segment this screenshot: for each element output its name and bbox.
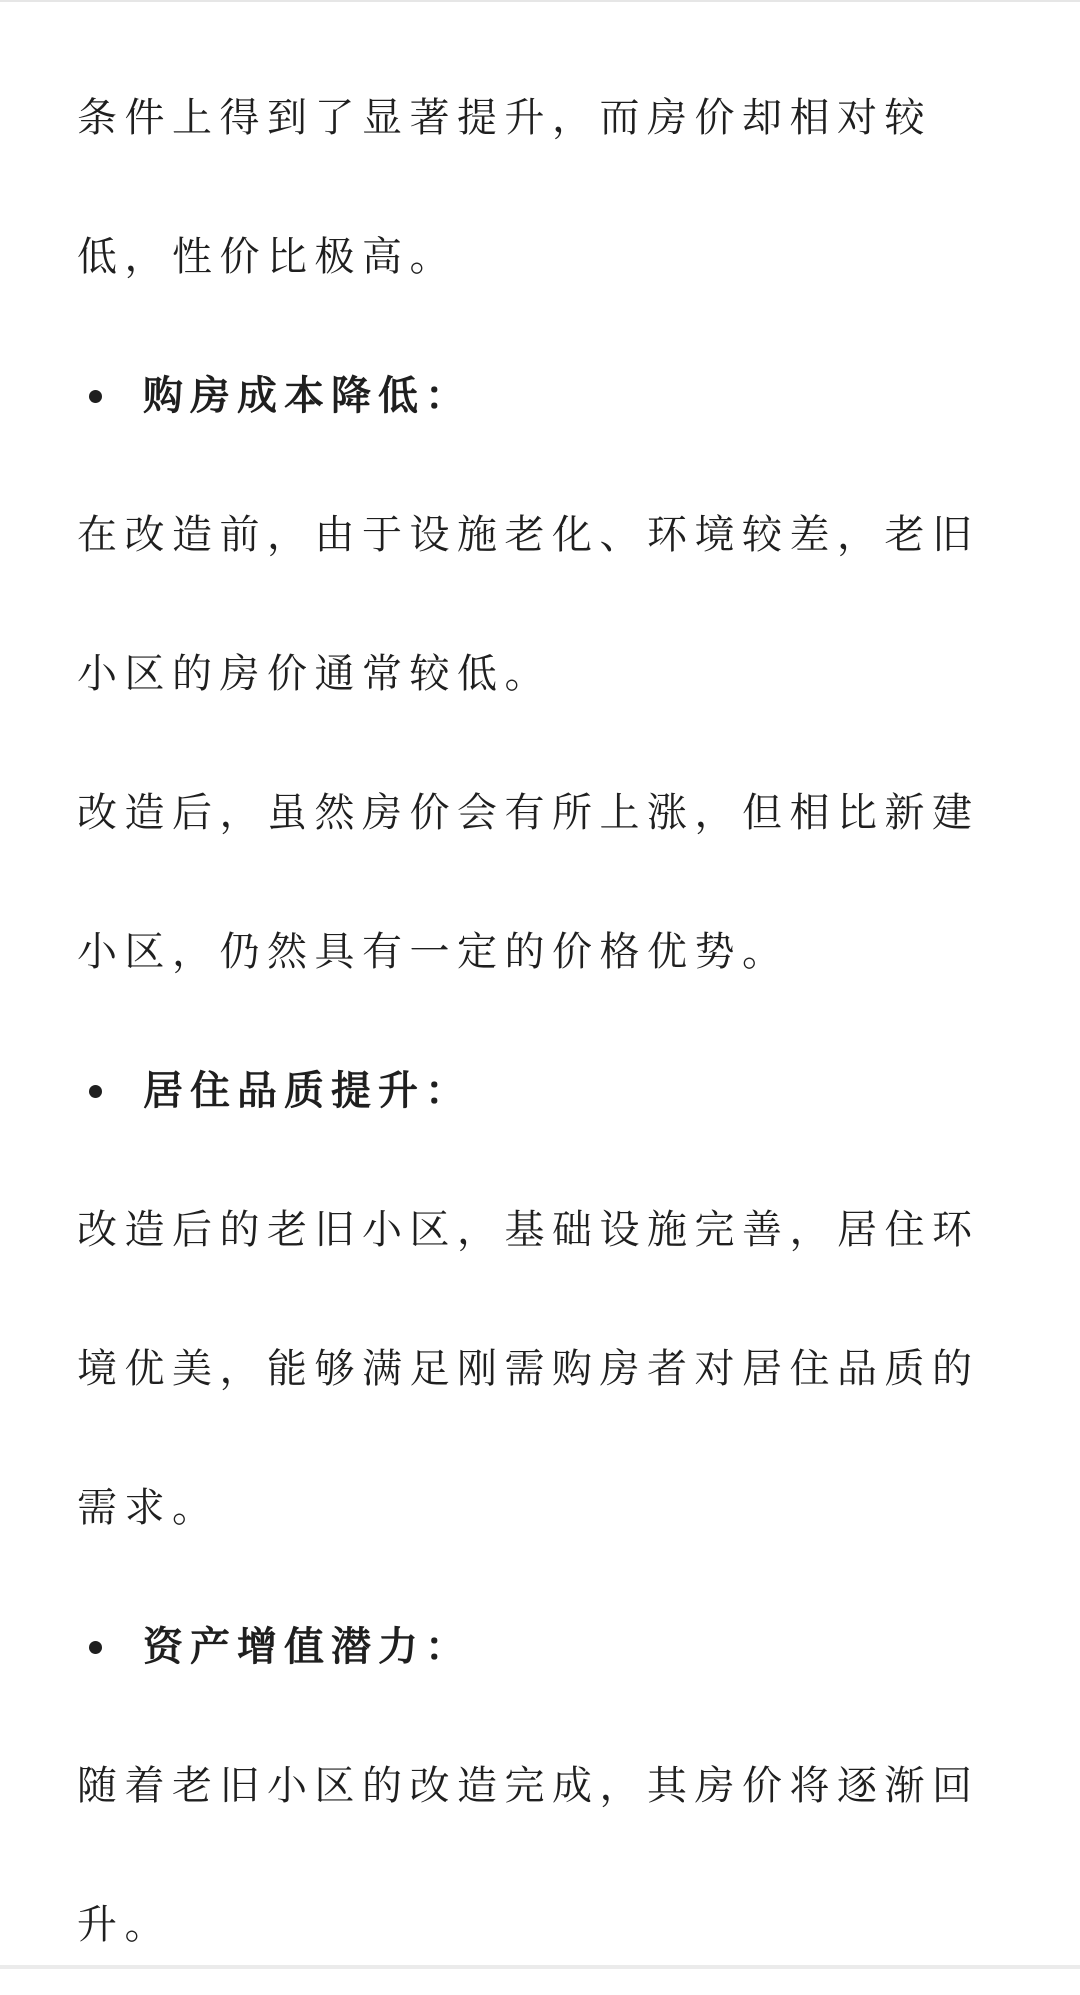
bullet-heading-label: 购房成本降低： [143,373,472,419]
bullet-dot-icon [89,1641,102,1654]
paragraph-line: 小区，仍然具有一定的价格优势。 [77,929,790,975]
paragraph-line: 在改造前，由于设施老化、环境较差，老旧 [77,512,980,558]
paragraph-line: 低，性价比极高。 [77,234,457,280]
bullet-dot-icon [89,390,102,403]
paragraph-line: 小区的房价通常较低。 [77,651,552,697]
bullet-heading-appreciation [77,1578,1007,1717]
paragraph-line: 境优美，能够满足刚需购房者对居住品质的 [77,1346,980,1392]
paragraph-line: 随着老旧小区的改造完成，其房价将逐渐回 [77,1763,980,1809]
bullet-heading-cost [77,327,1007,466]
bullet-heading-label: 资产增值潜力： [143,1624,472,1670]
bullet-heading-label: 居住品质提升： [143,1068,472,1114]
article-body [77,49,1007,1995]
paragraph-line: 升。 [77,1902,172,1948]
paragraph-line: 改造后，虽然房价会有所上涨，但相比新建 [77,790,980,836]
paragraph-line: 改造后的老旧小区，基础设施完善，居住环 [77,1207,980,1253]
top-divider [0,0,1080,2]
bottom-divider [0,1965,1080,1969]
paragraph-line: 需求。 [77,1485,220,1531]
paragraph-line: 条件上得到了显著提升，而房价却相对较 [77,95,932,141]
bullet-heading-quality [77,1022,1007,1161]
bullet-dot-icon [89,1085,102,1098]
